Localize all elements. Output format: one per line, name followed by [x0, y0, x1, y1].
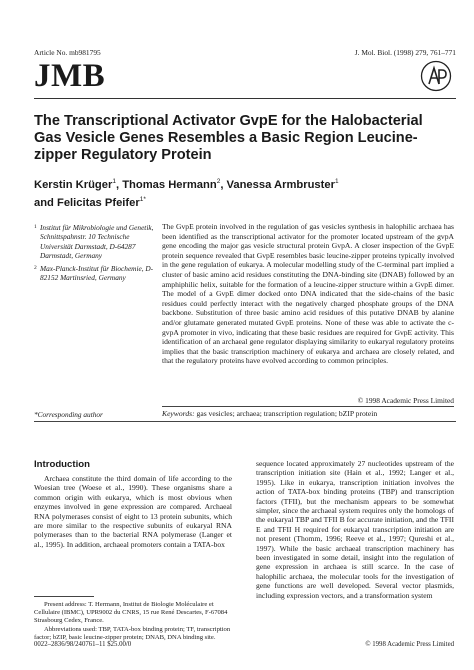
- academic-press-logo-icon: [420, 60, 452, 92]
- affiliations: [34, 223, 154, 285]
- running-header: [34, 48, 456, 57]
- issn-line: 0022–2836/98/240761–11 $25.00/0: [34, 641, 132, 648]
- keywords: [162, 409, 454, 418]
- abstract-rule: [162, 406, 454, 407]
- article-title: The Transcriptional Activator GvpE for the Halobacterial Gas Vesicle Genes Resembles a Basic Region Leucine-zipper Regulatory Protein: [34, 113, 423, 163]
- affiliation-number: 1: [34, 224, 37, 230]
- corresponding-author-note: *Corresponding author: [34, 410, 103, 419]
- keywords-rule: [34, 421, 456, 422]
- footer-copyright: © 1998 Academic Press Limited: [365, 641, 454, 648]
- author-name: and Felicitas Pfeifer: [34, 196, 140, 209]
- footnote-rule: [34, 596, 94, 597]
- keywords-text: gas vesicles; archaea; transcription regulation; bZIP protein: [196, 409, 378, 418]
- author-affiliation-mark: 1: [112, 178, 116, 185]
- abstract-copyright: © 1998 Academic Press Limited: [357, 396, 454, 405]
- abstract: The GvpE protein involved in the regulation of gas vesicles synthesis in halophilic archaea has been identified as the transcriptional activator for the promoter located upstream of the gvpA gene encoding the major gas vesicle structural protein GvpA. A closer inspection of the GvpE protein sequence revealed that GvpE resembles basic leucine-zipper proteins typically involved in the gene regulation of eukarya. A molecular modelling study of the C-terminal part implied a cluster of basic amino acid residues constituting the DNA-binding site (DNAB) followed by an amphiphilic helix, suitable for the formation of a leucine-zipper structure within a GvpE dimer. The model of a GvpE dimer docked onto DNA indicated that the side-chains of the basic residues could perfectly interact with the negatively charged phosphate groups of the DNA backbone. Substitution of three basic amino acid residues of this putative DNAB by alanine and/or glutamate generated mutated GvpE proteins. None of these was able to activate the c-gvpA promoter in vivo, indicating that these basic residues are required for GvpE activity. This identification of an archaeal gene regulator displaying similarity to eukaryal regulatory proteins implies that the basic transcription machinery of eukarya and archaea are closely related, and that the regulatory proteins have evolved according to common principles.: [162, 222, 454, 366]
- affiliation-number: 2: [34, 264, 37, 271]
- author-affiliation-mark: 1*: [139, 195, 146, 203]
- affiliation-1: [34, 223, 154, 261]
- author-affiliation-mark: 1: [334, 178, 339, 185]
- journal-citation: J. Mol. Biol. (1998) 279, 761–771: [354, 48, 456, 57]
- journal-logo: JMB: [34, 58, 106, 94]
- body-column-left: Archaea constitute the third domain of life according to the Woesian tree (Woese et al., 1990). These organisms share a common origin with eukarya, which is most obvious when enzymes involved in gene expression are compared. Archaeal RNA polymerases consist of eight to 13 protein subunits, which are more similar to the respective subunits of eukaryal RNA polymerases than to the bacterial RNA polymerase (Langer et al., 1995). In addition, archaeal promoters contain a TATA-box: [34, 474, 232, 549]
- author-name: Kerstin Krüger: [34, 179, 113, 191]
- affiliation-text: Max-Planck-Institut für Biochemie, D-82152 Martinsried, Germany: [40, 263, 154, 283]
- affiliation-text: Institut für Mikrobiologie und Genetik, Schnittspahnstr. 10 Technische Universität Darmstadt, D-64287 Darmstadt, Germany: [40, 223, 154, 261]
- body-column-right: sequence located approximately 27 nucleotides upstream of the transcription initiation site (Hain et al., 1992; Langer et al., 1995). Like in eukarya, transcription initiation involves the action of TATA-box binding proteins (TBP) and transcription factors (TFII), but the mechanism appears to be somewhat simpler, since the archaeal system requires only the homologs of the eukaryal TBP and TFII B for accurate initiation, and the TFII E and TFII H required for eukaryal transcription initiation are not present (Thomm, 1996; Reeve et al., 1997; Qureshi et al., 1997). While the basic archaeal transcription machinery has been investigated in some detail, insight into the regulation of gene expression in archaea is still scarce. In the case of halophilic archaea, the molecular tools for the investigation of gene functions are well developed. Several vector plasmids, including expression vectors, and a transformation system: [256, 459, 454, 600]
- author-affiliation-mark: 2: [216, 178, 221, 185]
- author-list: Kerstin Krüger$^1$, Thomas Hermann$^2$, Vanessa Armbruster$^1$ and Felicitas Pfeifer$^{1*}$: [34, 178, 339, 209]
- section-heading: Introduction: [34, 459, 90, 470]
- article-number: Article No. mb981795: [34, 48, 101, 57]
- affiliation-2: [34, 264, 154, 283]
- header-rule: [34, 98, 456, 99]
- footnote-present-address: Present address: T. Hermann, Institut de Biologie Moléculaire et Cellulaire (IBMC), UPR9002 du CNRS, 15 rue René Descartes, F-67084 Strasbourg Cedex, France.: [34, 601, 228, 625]
- author-name: Vanessa Armbruster: [226, 179, 335, 191]
- footnote-abbreviations: Abbreviations used: TBP, TATA-box binding protein; TF, transcription factor; bZIP, basic leucine-zipper protein; DNAB, DNA binding site.: [34, 625, 231, 641]
- footnotes: [34, 601, 232, 642]
- keywords-label: Keywords:: [162, 409, 195, 418]
- author-name: Thomas Hermann: [122, 179, 217, 191]
